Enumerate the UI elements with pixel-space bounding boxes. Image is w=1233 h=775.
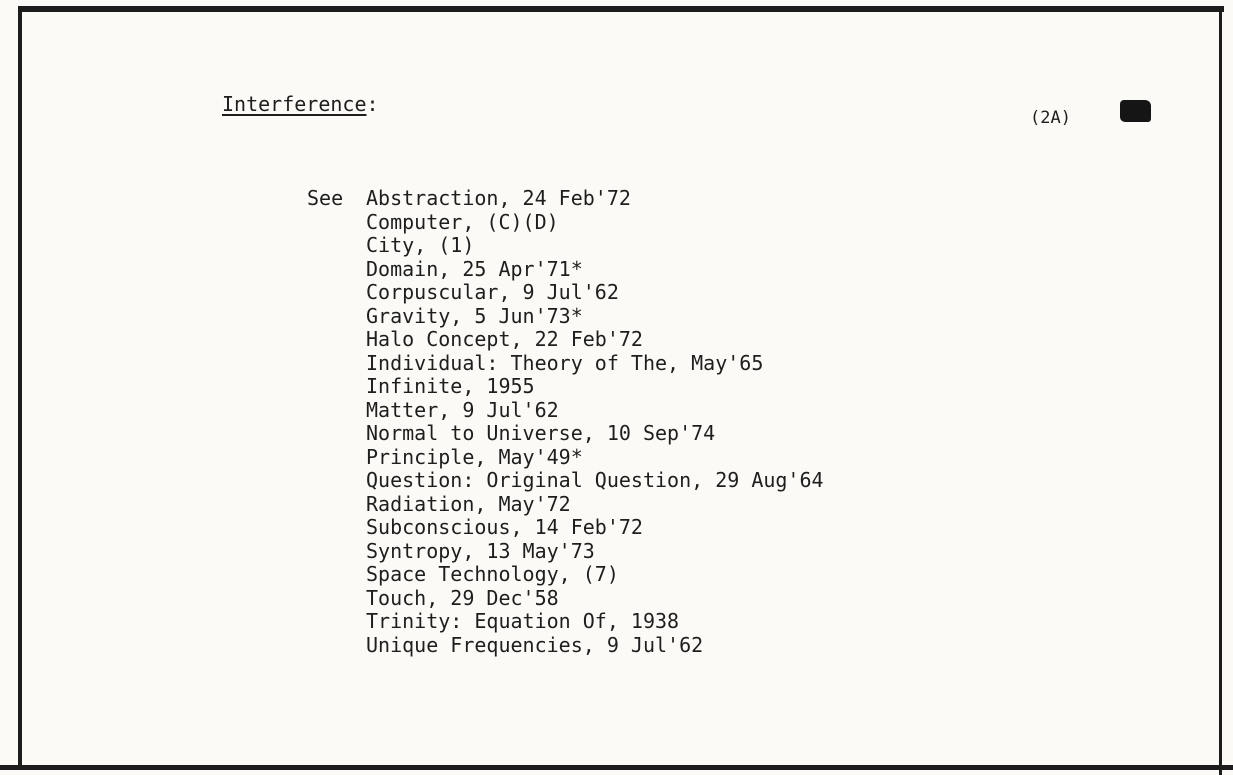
card-heading-word: Interference bbox=[222, 92, 367, 116]
list-item: Syntropy, 13 May'73 bbox=[366, 538, 595, 563]
list-item: Subconscious, 14 Feb'72 bbox=[366, 515, 643, 539]
card-border-bottom bbox=[0, 765, 1233, 770]
card-heading bbox=[222, 93, 379, 117]
list-item: Abstraction, 24 Feb'72 bbox=[366, 186, 631, 210]
card-tab-mark bbox=[1120, 100, 1151, 122]
list-item: Space Technology, (7) bbox=[366, 562, 619, 586]
list-item: Gravity, 5 Jun'73* bbox=[366, 303, 583, 328]
list-item: Trinity: Equation Of, 1938 bbox=[366, 609, 680, 633]
list-item: Domain, 25 Apr'71* bbox=[366, 256, 583, 281]
list-item: Matter, 9 Jul'62 bbox=[366, 397, 559, 422]
list-item: Question: Original Question, 29 Aug'64 bbox=[366, 468, 824, 492]
list-item: Halo Concept, 22 Feb'72 bbox=[366, 327, 643, 351]
list-item: Unique Frequencies, 9 Jul'62 bbox=[366, 632, 704, 657]
card-heading-colon: : bbox=[366, 92, 379, 116]
cross-reference-list bbox=[366, 187, 824, 657]
card-code: (2A) bbox=[1030, 108, 1071, 128]
list-item: Individual: Theory of The, May'65 bbox=[366, 350, 764, 375]
card-border-right bbox=[1219, 6, 1222, 775]
list-item: Normal to Universe, 10 Sep'74 bbox=[366, 421, 716, 445]
card-border-left bbox=[18, 6, 22, 770]
list-item: Principle, May'49* bbox=[366, 444, 583, 469]
list-item: Computer, (C)(D) bbox=[366, 209, 559, 234]
list-item: Corpuscular, 9 Jul'62 bbox=[366, 280, 619, 304]
list-item: City, (1) bbox=[366, 233, 475, 257]
card-border-top bbox=[18, 6, 1224, 12]
list-item: Touch, 29 Dec'58 bbox=[366, 585, 559, 610]
see-label: See bbox=[307, 186, 344, 210]
list-item: Infinite, 1955 bbox=[366, 374, 535, 398]
list-item: Radiation, May'72 bbox=[366, 491, 571, 516]
